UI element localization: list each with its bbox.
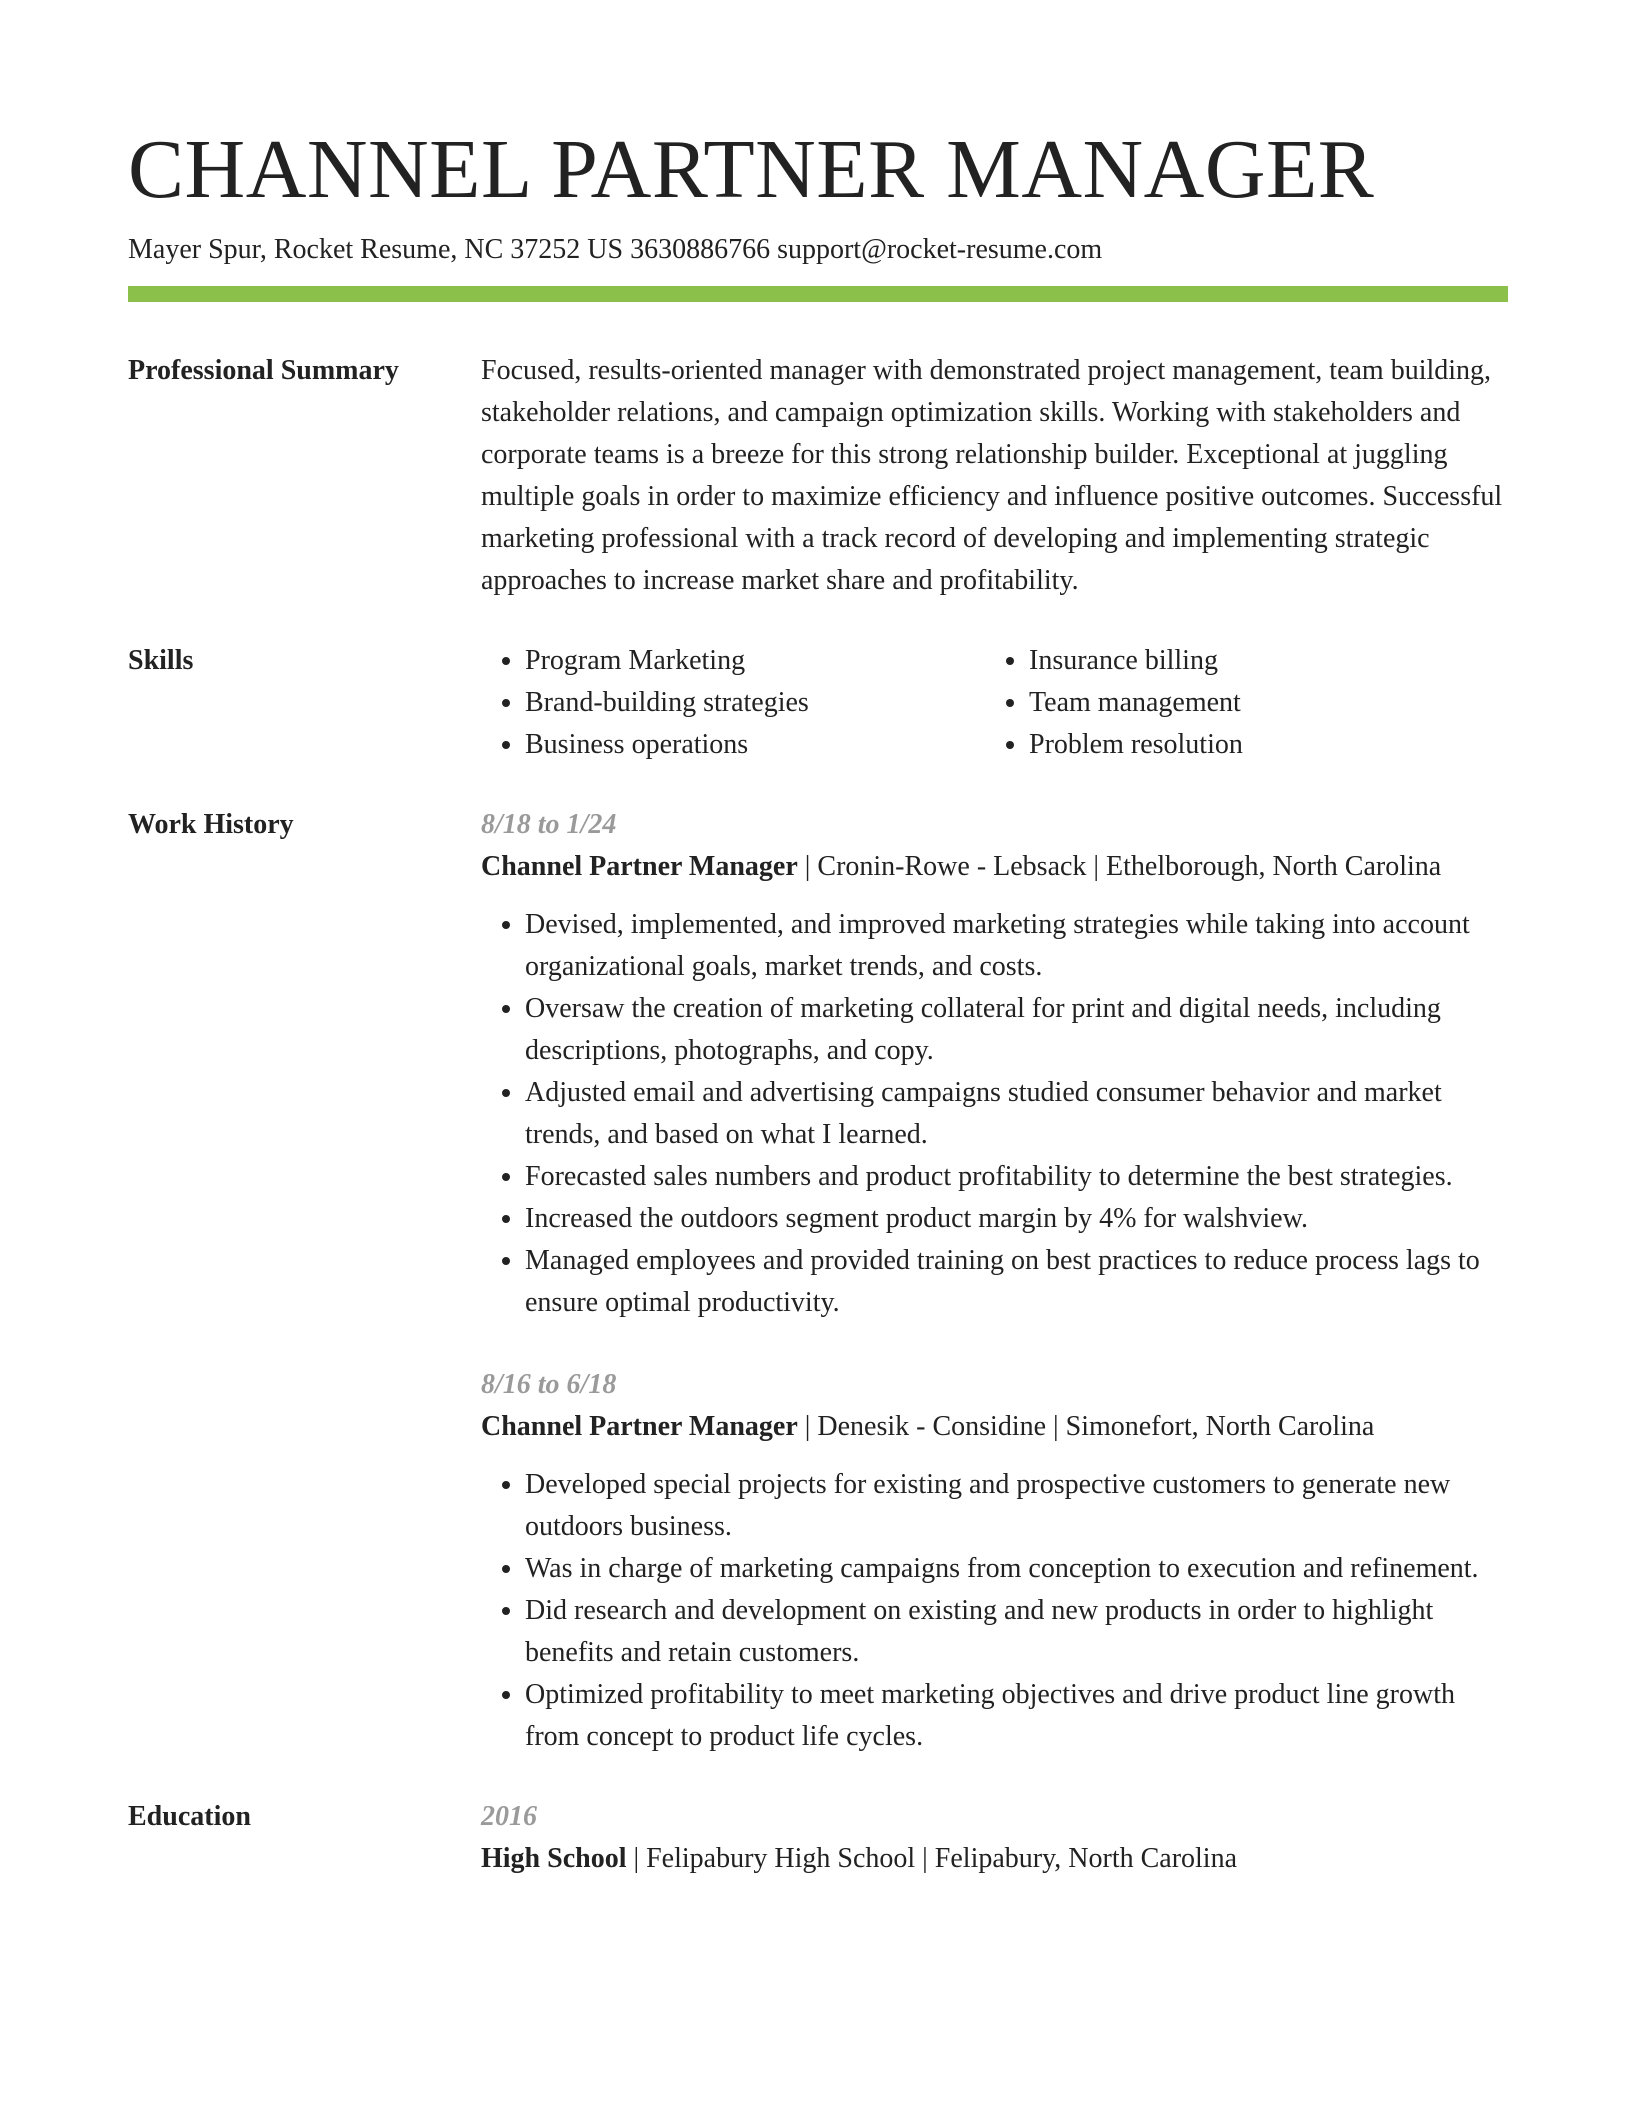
section-label-skills: Skills xyxy=(128,645,194,676)
education-school: | Felipabury High School | Felipabury, North Carolina xyxy=(626,1843,1238,1874)
skills-list-left xyxy=(481,640,985,766)
education-line xyxy=(481,1838,1508,1880)
skill-item: • Team management xyxy=(1029,682,1508,724)
section-work-history xyxy=(128,804,1508,1758)
job-bullet: • Was in charge of marketing campaigns from conception to execution and refinement. xyxy=(525,1548,1508,1590)
section-summary xyxy=(128,350,1508,602)
contact-email: support@rocket-resume.com xyxy=(777,234,1103,265)
job-bullet: • Did research and development on existing and new products in order to highlight benefits and retain customers. xyxy=(525,1590,1508,1674)
contact-phone: 3630886766 xyxy=(630,234,771,265)
job-bullet: • Devised, implemented, and improved marketing strategies while taking into account organizational goals, market trends, and costs. xyxy=(525,904,1508,988)
job-bullets xyxy=(481,1464,1508,1758)
job-bullet: • Managed employees and provided training on best practices to reduce process lags to ensure optimal productivity. xyxy=(525,1240,1508,1324)
job-employer: | Cronin-Rowe - Lebsack | Ethelborough, North Carolina xyxy=(797,851,1442,882)
skills-list-right xyxy=(985,640,1508,766)
job-title-line xyxy=(481,1406,1508,1448)
section-skills xyxy=(128,640,1508,766)
job-entry xyxy=(481,804,1508,1324)
job-dates: 8/16 to 6/18 xyxy=(481,1369,617,1400)
job-bullet: • Optimized profitability to meet marketing objectives and drive product line growth from concept to product life cycles. xyxy=(525,1674,1508,1758)
resume-page xyxy=(128,120,1508,1918)
job-employer: | Denesik - Considine | Simonefort, North Carolina xyxy=(797,1411,1375,1442)
resume-title: CHANNEL PARTNER MANAGER xyxy=(128,123,1375,216)
job-role: Channel Partner Manager xyxy=(481,851,798,882)
skill-item: • Problem resolution xyxy=(1029,724,1508,766)
contact-address: Mayer Spur, Rocket Resume, NC 37252 US xyxy=(128,234,624,265)
section-label-education: Education xyxy=(128,1801,251,1832)
job-bullet: • Oversaw the creation of marketing collateral for print and digital needs, including descriptions, photographs, and copy. xyxy=(525,988,1508,1072)
job-bullets xyxy=(481,904,1508,1324)
skill-item: • Program Marketing xyxy=(525,640,985,682)
section-education xyxy=(128,1796,1508,1880)
job-bullet: • Increased the outdoors segment product margin by 4% for walshview. xyxy=(525,1198,1508,1240)
accent-divider xyxy=(128,286,1508,302)
skill-item: • Business operations xyxy=(525,724,985,766)
job-bullet: • Adjusted email and advertising campaigns studied consumer behavior and market trends, and based on what I learned. xyxy=(525,1072,1508,1156)
job-role: Channel Partner Manager xyxy=(481,1411,798,1442)
job-bullet: • Developed special projects for existing and prospective customers to generate new outdoors business. xyxy=(525,1464,1508,1548)
section-label-work: Work History xyxy=(128,809,294,840)
job-bullet: • Forecasted sales numbers and product profitability to determine the best strategies. xyxy=(525,1156,1508,1198)
skill-item: • Brand-building strategies xyxy=(525,682,985,724)
summary-text: Focused, results-oriented manager with demonstrated project management, team building, stakeholder relations, and campaign optimization skills. Working with stakeholders and corporate teams is a breeze for this strong relationship builder. Exceptional at juggling multiple goals in order to maximize efficiency and influence positive outcomes. Successful marketing professional with a track record of developing and implementing strategic approaches to increase market share and profitability. xyxy=(481,355,1503,596)
education-degree: High School xyxy=(481,1843,627,1874)
skill-item: • Insurance billing xyxy=(1029,640,1508,682)
contact-line xyxy=(128,230,1508,270)
education-date: 2016 xyxy=(481,1801,537,1832)
section-label-summary: Professional Summary xyxy=(128,355,399,386)
job-title-line xyxy=(481,846,1508,888)
job-entry xyxy=(481,1364,1508,1758)
job-dates: 8/18 to 1/24 xyxy=(481,809,617,840)
